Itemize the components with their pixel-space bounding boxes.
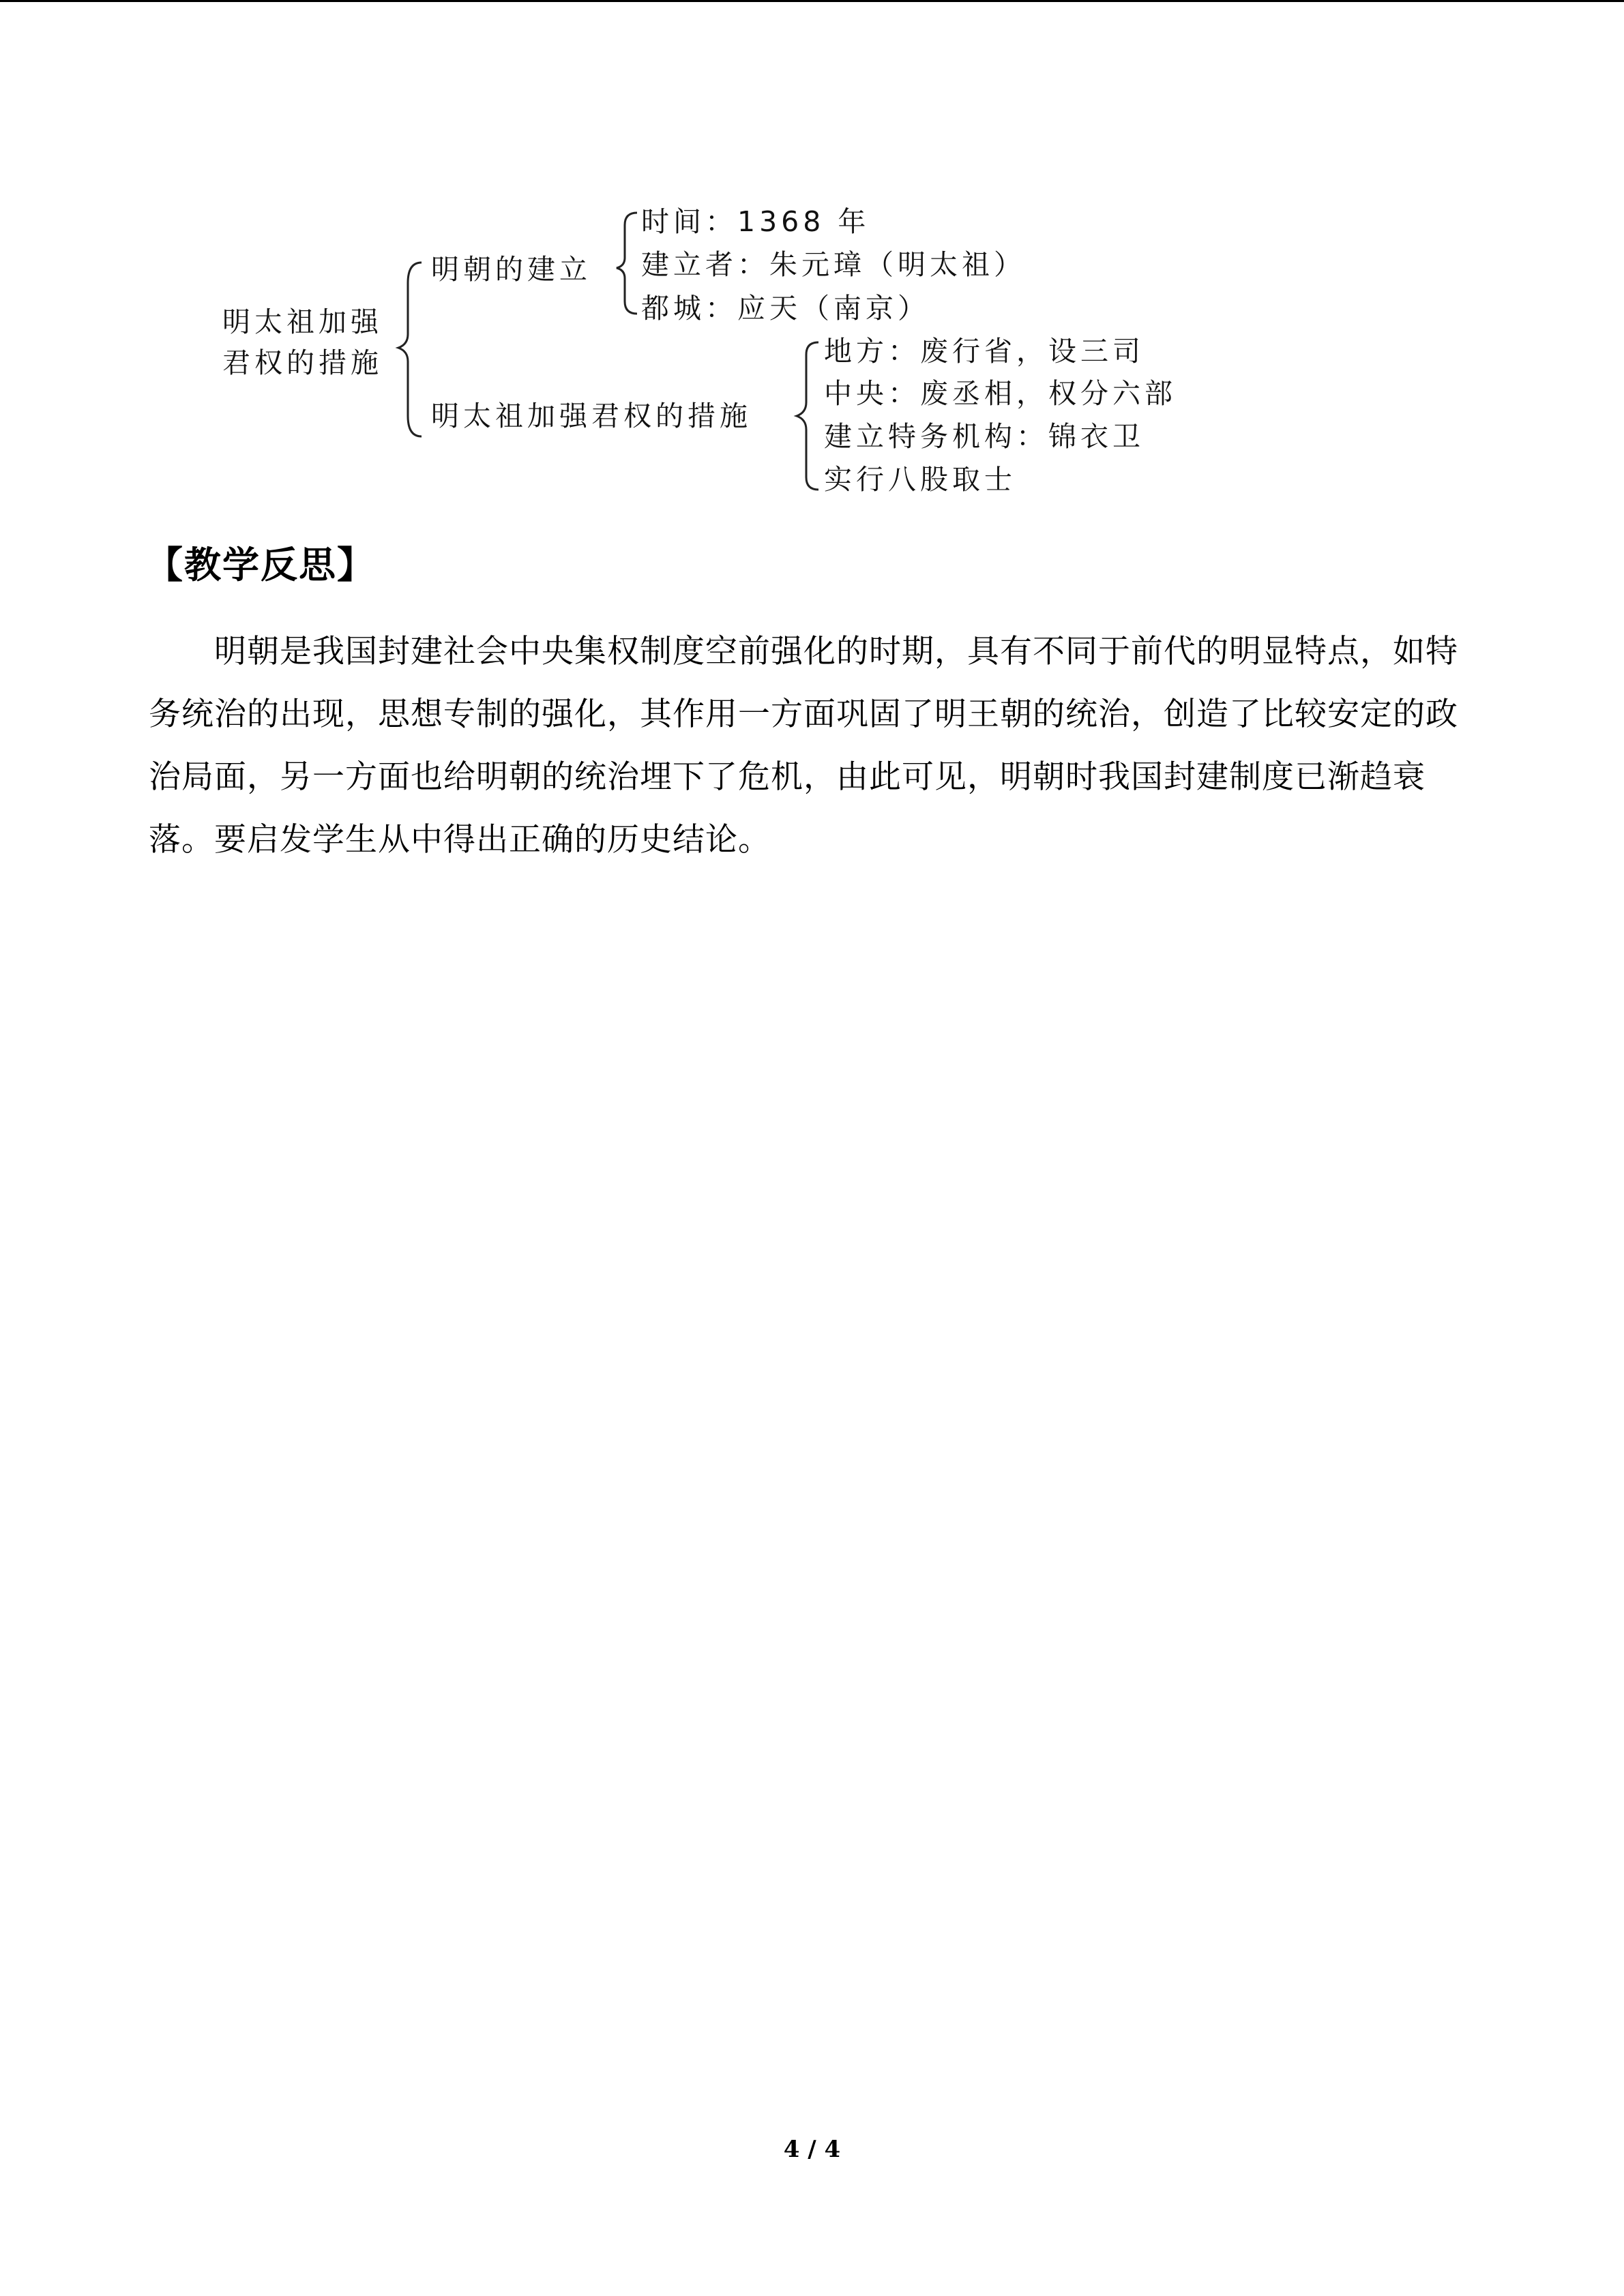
reflection-paragraph: 明朝是我国封建社会中央集权制度空前强化的时期，具有不同于前代的明显特点，如特务统治的出现，思想专制的强化，其作用一方面巩固了明王朝的统治，创造了比较安定的政治局面，另一方面也给明朝的统治埋下了危机，由此可见，明朝时我国封建制度已渐趋衰落。要启发学生从中得出正确的历史结论。 [149,633,1458,859]
diagram-root-line1: 明太祖加强 [222,305,383,338]
branch-measures: 明太祖加强君权的措施 [431,400,752,432]
founding-item-capital: 都城：应天（南京） [641,292,930,325]
measures-item-central: 中央：废丞相，权分六部 [824,377,1177,410]
branch-founding: 明朝的建立 [431,253,591,286]
founding-bracket [617,213,637,314]
measures-item-local: 地方：废行省，设三司 [824,335,1145,368]
page-top-border [0,0,1624,2]
reflection-text [149,621,1465,871]
main-bracket [398,263,422,436]
founding-item-founder: 建立者：朱元璋（明太祖） [641,248,1026,281]
knowledge-structure-diagram [205,198,1255,511]
page-number: 4 / 4 [783,2136,841,2163]
diagram-root-line2: 君权的措施 [222,346,383,379]
section-heading: 【教学反思】 [146,543,375,586]
founding-item-time: 时间：1368 年 [641,205,870,238]
measures-bracket [797,342,818,490]
measures-item-secret-police: 建立特务机构：锦衣卫 [824,420,1145,453]
measures-item-exam: 实行八股取士 [824,463,1016,496]
